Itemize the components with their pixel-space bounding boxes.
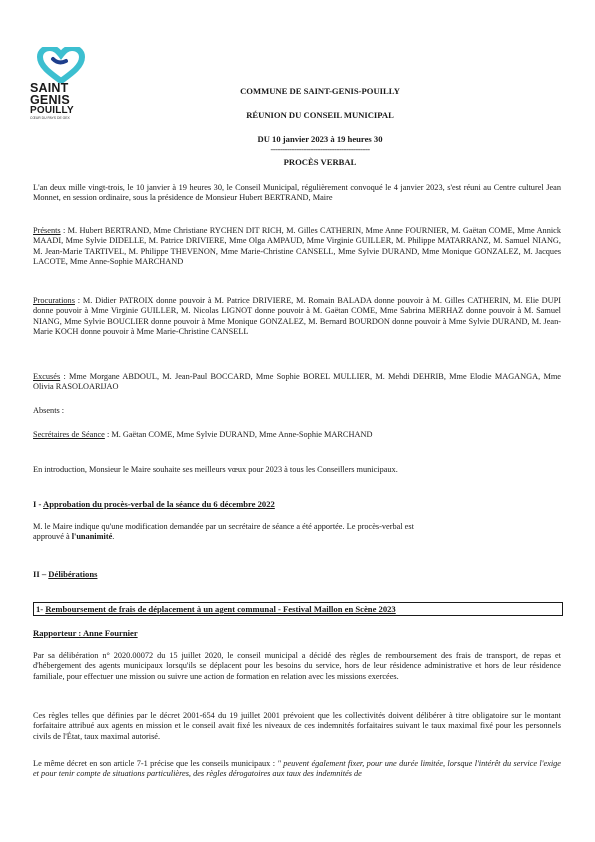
logo-word-pouilly: POUILLY [30, 105, 74, 116]
meeting-date: DU 10 janvier 2023 à 19 heures 30 [257, 134, 383, 144]
absents-line: Absents : [33, 406, 65, 415]
section-1-period: . [112, 532, 115, 542]
secretaires-label: Secrétaires de Séance [33, 430, 105, 439]
logo-word-genis: GENIS [30, 92, 70, 107]
presents-paragraph [33, 226, 561, 268]
section-1-text: M. le Maire indique qu'une modification demandée par un secrétaire de séance a été apportée. Le procès-verbal est approuvé à [33, 522, 414, 542]
section-1-heading [33, 499, 275, 509]
procurations-label: Procurations [33, 296, 75, 305]
paragraph-2: Ces règles telles que définies par le décret 2001-654 du 19 juillet 2001 prévoient que les collectivités doivent délibérer à titre obligatoire sur le montant forfaitaire attribué aux agents en mission et le conseil avait fixé les niveaux de ces indemnités forfaitaires suivant le taux maximal fixé pour les personnels civils de l'État, taux maximal autorisé. [33, 711, 561, 741]
item-1-title: Remboursement de frais de déplacement à un agent communal - Festival Maillon en Scène 2023 [45, 604, 396, 614]
rapporteur-line [33, 628, 138, 638]
secretaires-paragraph [33, 430, 561, 440]
excuses-label: Excusés [33, 372, 61, 381]
excuses-text: : Mme Morgane ABDOUL, M. Jean-Paul BOCCARD, Mme Sophie BOREL MULLIER, M. Mehdi DEHRIB, Mme Elodie MAGANGA, Mme Olivia RASOLOARIJAO [33, 372, 561, 392]
heart-logo-icon [36, 47, 86, 83]
presents-text: : M. Hubert BERTRAND, Mme Christiane RYCHEN DIT RICH, M. Gilles CATHERIN, Mme Anne FOURNIER, M. Gaëtan COME, Mme Annick MAADI, Mme Sylvie DIDELLE, M. Patrice DRIVIERE, Mme Olga AMPAUD, Mme Virginie GUILLER, M. Philippe MATARRANZ, M. Samuel NIANG, M. Jean-Marie TARTIVEL, M. Philippe THEVENON, Mme Marie-Christine CANSELL, Mme Sylvie DURAND, Mme Monique GONZALEZ, M. Jacques LACOTE, Mme Anne-Sophie MARCHAND [33, 226, 561, 267]
secretaires-text: : M. Gaëtan COME, Mme Sylvie DURAND, Mme Anne-Sophie MARCHAND [104, 430, 373, 439]
rapporteur-text: Rapporteur : Anne Fournier [33, 628, 138, 638]
procurations-text: : M. Didier PATROIX donne pouvoir à M. Patrice DRIVIERE, M. Romain BALADA donne pouvoir à M. Gilles CATHERIN, M. Elie DUPI donne pouvoir à Mme Virginie GUILLER, M. Nicolas LIGNOT donne pouvoir à M. Gaëtan COME, Mme Sabrina MERHAZ donne pouvoir à M. Samuel NIANG, Mme Sylvie BOUCLIER donne pouvoir à Mme Monique GONZALEZ, M. Bernard BOURDON donne pouvoir à Mme Sylvie DURAND, M. Jean-Marie KOCH donne pouvoir à Mme Marie-Christine CANSELL [33, 296, 561, 337]
commune-title: COMMUNE DE SAINT-GENIS-POUILLY [240, 86, 400, 96]
opening-paragraph: L'an deux mille vingt-trois, le 10 janvier à 19 heures 30, le Conseil Municipal, régulièrement convoqué le 4 janvier 2023, s'est réuni au Centre culturel Jean Monnet, en session ordinaire, sous la présidence de Monsieur Hubert BERTRAND, Maire [33, 183, 561, 203]
section-2-title: Délibérations [48, 569, 98, 579]
header-rule: ------------------------------------------ [270, 144, 370, 154]
paragraph-3 [33, 759, 561, 780]
section-1-number: I - [33, 499, 44, 509]
section-1-unanimity: l'unanimité [71, 532, 113, 542]
logo-tagline: CŒUR DU PAYS DE GEX [30, 116, 70, 120]
excuses-paragraph [33, 372, 561, 393]
section-1-title: Approbation du procès-verbal de la séance du 6 décembre 2022 [43, 499, 275, 509]
item-1-heading-box [33, 602, 563, 616]
item-1-number: 1- [36, 604, 46, 614]
presents-label: Présents [33, 226, 61, 235]
meeting-title: RÉUNION DU CONSEIL MUNICIPAL [246, 110, 394, 120]
logo-word-saint: SAINT [30, 81, 69, 95]
section-2-number: II – [33, 569, 49, 579]
municipal-logo [30, 47, 94, 121]
paragraph-3-lead: Le même décret en son article 7-1 précise que les conseils municipaux : [33, 759, 278, 768]
procurations-paragraph [33, 296, 561, 338]
section-1-body [33, 522, 423, 543]
introduction-paragraph: En introduction, Monsieur le Maire souhaite ses meilleurs vœux pour 2023 à tous les Conseillers municipaux. [33, 465, 398, 474]
paragraph-3-quote: " peuvent également fixer, pour une durée limitée, lorsque l'intérêt du service l'exige et pour tenir compte de situations particulières, des règles dérogatoires aux taux des indemnités de [33, 759, 561, 779]
section-2-heading [33, 569, 97, 579]
document-type: PROCÈS VERBAL [283, 157, 357, 167]
paragraph-1: Par sa délibération n° 2020.00072 du 15 juillet 2020, le conseil municipal a décidé des règles de remboursement des frais de transport, de repas et d'hébergement des agents municipaux lorsqu'ils se déplacent pour les besoins du service, hors de leur résidence administrative et hors de leur résidence familiale, pour effectuer une mission ou suivre une action de formation en relation avec les missions exercées. [33, 651, 561, 681]
